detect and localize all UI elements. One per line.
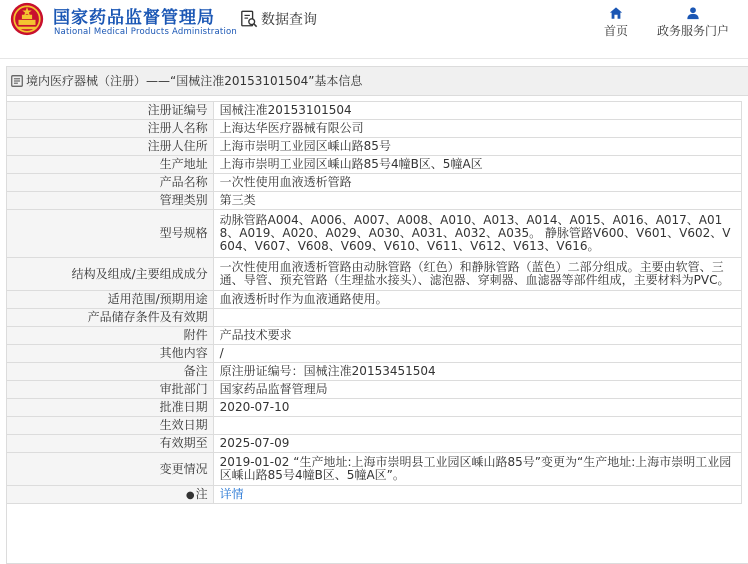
breadcrumb xyxy=(7,67,748,96)
field-label-text: 有效期至 xyxy=(159,436,208,450)
table-row xyxy=(7,309,742,327)
table-row xyxy=(7,381,742,399)
field-value xyxy=(213,435,741,453)
registration-info-table xyxy=(6,101,742,504)
table-row xyxy=(7,258,742,291)
field-value-text: 2020-07-10 xyxy=(219,400,290,414)
field-value-text: 上海市崇明工业园区嵊山路85号 xyxy=(219,139,391,153)
table-row xyxy=(7,399,742,417)
field-value-text: 第三类 xyxy=(219,193,256,207)
details-link[interactable]: 详情 xyxy=(219,487,244,501)
field-label xyxy=(7,381,214,399)
field-value xyxy=(213,174,741,192)
field-label-text: 备注 xyxy=(183,364,208,378)
field-value-text: 国械注准20153101504 xyxy=(219,103,352,117)
field-label-text: 产品储存条件及有效期 xyxy=(87,310,208,324)
field-label xyxy=(7,156,214,174)
field-label-text: 其他内容 xyxy=(159,346,208,360)
home-icon xyxy=(609,6,623,20)
field-label-text: 注册人住所 xyxy=(147,139,208,153)
field-label-text: 结构及组成/主要组成成分 xyxy=(71,266,208,281)
field-label-text: 型号规格 xyxy=(159,226,208,240)
field-label-text: 生产地址 xyxy=(159,157,208,171)
field-value xyxy=(213,309,741,327)
field-value-text: 动脉管路A004、A006、A007、A008、A010、A013、A014、A015、A016、A017、A018、A019、A020、A029、A030、A031、A032、A035。 静脉管路V600、V601、V602、V604、V607、V608、V609、V610、V611、V612、V613、V616。 xyxy=(219,213,731,253)
field-label xyxy=(7,210,214,258)
table-row xyxy=(7,453,742,486)
field-label xyxy=(7,192,214,210)
field-label-text: 附件 xyxy=(183,328,208,342)
document-search-icon xyxy=(240,10,258,28)
field-value xyxy=(213,345,741,363)
field-label-text: 管理类别 xyxy=(159,193,208,207)
field-label xyxy=(7,258,214,291)
field-label xyxy=(7,120,214,138)
field-label-text: 产品名称 xyxy=(159,175,208,189)
nav-home-label: 首页 xyxy=(603,24,628,38)
user-icon xyxy=(686,6,700,20)
field-value xyxy=(213,120,741,138)
nav-gov-service-label: 政务服务门户 xyxy=(656,24,729,38)
field-label-text: 批准日期 xyxy=(159,400,208,414)
brand-subtitle: National Medical Products Administration xyxy=(54,27,237,37)
field-value-text: / xyxy=(219,346,224,360)
field-value xyxy=(213,102,741,120)
field-label xyxy=(7,435,214,453)
field-value xyxy=(213,417,741,435)
field-value xyxy=(213,399,741,417)
field-label-text: 生效日期 xyxy=(159,418,208,432)
field-label xyxy=(7,363,214,381)
table-row xyxy=(7,363,742,381)
field-label-text: 变更情况 xyxy=(159,461,208,476)
field-label xyxy=(7,417,214,435)
data-query-link[interactable] xyxy=(240,9,317,29)
table-row xyxy=(7,156,742,174)
field-value-text: 上海市崇明工业园区嵊山路85号4幢B区、5幢A区 xyxy=(219,157,483,171)
field-label-text: 注册人名称 xyxy=(147,121,208,135)
field-value xyxy=(213,192,741,210)
field-value xyxy=(213,381,741,399)
field-label xyxy=(7,399,214,417)
table-row xyxy=(7,138,742,156)
table-row xyxy=(7,417,742,435)
field-label-text: 审批部门 xyxy=(159,382,208,396)
field-value[interactable] xyxy=(213,486,741,504)
field-value xyxy=(213,363,741,381)
field-value-text: 产品技术要求 xyxy=(219,328,292,342)
brand-title: 国家药品监督管理局 xyxy=(53,8,215,28)
table-row xyxy=(7,486,742,504)
field-value-text: 一次性使用血液透析管路 xyxy=(219,175,352,189)
field-value-text: 一次性使用血液透析管路由动脉管路（红色）和静脉管路（蓝色）二部分组成。主要由软管、三通、导管、预充管路（生理盐水接头）、滤泡器、穿刺器、血滤器等部件组成，主要材料为PVC。 xyxy=(219,260,730,287)
field-label xyxy=(7,102,214,120)
field-value xyxy=(213,138,741,156)
field-label xyxy=(7,309,214,327)
field-value-text: 2019-01-02 “生产地址:上海市崇明县工业园区嵊山路85号”变更为“生产地址:上海市崇明工业园区嵊山路85号4幢B区、5幢A区”。 xyxy=(219,455,732,482)
field-value xyxy=(213,291,741,309)
table-row xyxy=(7,192,742,210)
field-label-text: 注 xyxy=(195,486,208,501)
field-value-text: 2025-07-09 xyxy=(219,436,290,450)
field-value xyxy=(213,327,741,345)
field-label xyxy=(7,291,214,309)
breadcrumb-category[interactable]: 境内医疗器械（注册） xyxy=(26,74,147,88)
table-row xyxy=(7,102,742,120)
field-label xyxy=(7,138,214,156)
field-value xyxy=(213,156,741,174)
nav-gov-service[interactable] xyxy=(655,6,731,39)
table-row xyxy=(7,174,742,192)
table-row xyxy=(7,435,742,453)
data-query-label: 数据查询 xyxy=(261,12,317,28)
field-value xyxy=(213,210,741,258)
national-emblem-icon xyxy=(10,2,44,36)
field-label xyxy=(7,486,214,504)
field-label-text: 注册证编号 xyxy=(147,103,208,117)
field-label xyxy=(7,327,214,345)
field-value xyxy=(213,453,741,486)
table-row xyxy=(7,327,742,345)
breadcrumb-separator: —— xyxy=(146,74,171,88)
breadcrumb-title: “国械注准20153101504”基本信息 xyxy=(170,74,363,88)
field-label-text: 适用范围/预期用途 xyxy=(107,292,208,306)
field-label xyxy=(7,453,214,486)
table-row xyxy=(7,210,742,258)
table-row xyxy=(7,345,742,363)
nav-home[interactable] xyxy=(600,6,632,39)
field-value-text: 上海达华医疗器械有限公司 xyxy=(219,121,364,135)
table-row xyxy=(7,120,742,138)
field-value xyxy=(213,258,741,291)
field-label xyxy=(7,174,214,192)
table-row xyxy=(7,291,742,309)
field-value-text: 原注册证编号：国械注准20153451504 xyxy=(219,364,436,378)
field-value-text: 血液透析时作为血液通路使用。 xyxy=(219,292,388,306)
field-value-text: 国家药品监督管理局 xyxy=(219,382,328,396)
header xyxy=(0,0,748,52)
header-divider xyxy=(0,58,748,59)
field-label xyxy=(7,345,214,363)
document-icon xyxy=(10,74,24,88)
pin-icon: ● xyxy=(185,489,195,501)
